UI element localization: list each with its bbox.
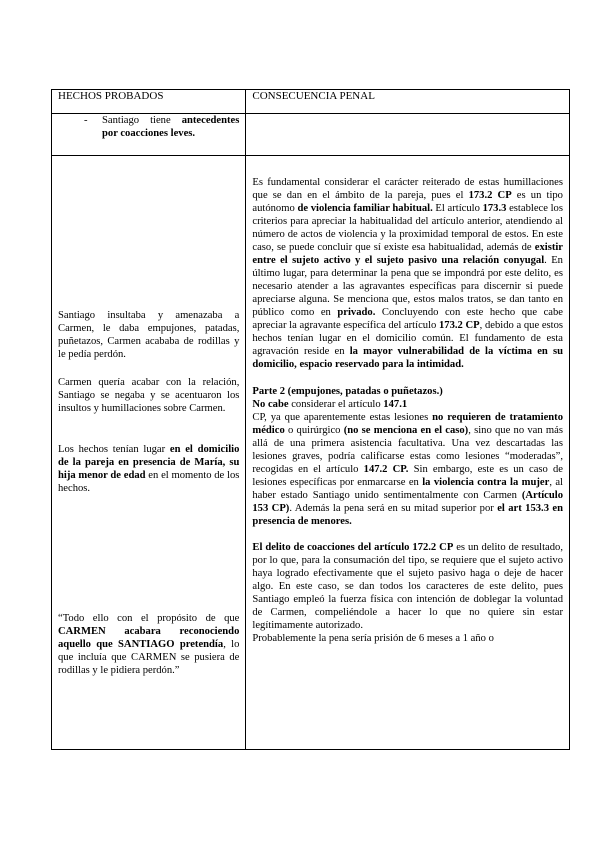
p3-plain-a: Los hechos tenían lugar xyxy=(58,444,170,455)
parte2-title-paragraph xyxy=(252,385,563,398)
quote-plain-c: , lo que incluía que CARMEN se pusiera de rodillas y le pidiera perdón.” xyxy=(58,639,240,676)
table-row xyxy=(52,156,570,750)
hechos-paragraph-2: Carmen quería acabar con la relación, Santiago se negaba y se acentuaron los insultos y humillaciones sobre Carmen. xyxy=(58,377,240,414)
s2-segment: el art 153.3 en presencia de menores. xyxy=(252,503,563,527)
coacciones-paragraph xyxy=(252,541,563,632)
s1-segment: El artículo xyxy=(432,203,483,214)
parte2-subtitle-b: considerar el artículo xyxy=(288,399,384,410)
hechos-cell xyxy=(52,156,246,750)
s2-segment: (Artículo 153 CP) xyxy=(252,490,563,514)
hechos-paragraph-1-block xyxy=(58,309,239,361)
s1-segment: , debido a que estos hechos tenían lugar en el domicilio común. El fundamento de esta agravación reside en xyxy=(252,320,564,357)
hechos-paragraph-3 xyxy=(58,443,239,495)
s1-segment: privado. xyxy=(337,307,376,318)
consecuencia-cell xyxy=(246,156,570,750)
s1-segment: 173.3 xyxy=(482,203,507,214)
antecedentes-text-bold: antecedentes por coacciones leves. xyxy=(102,115,240,139)
antecedentes-cell xyxy=(52,114,246,156)
antecedentes-text-plain: Santiago tiene xyxy=(102,115,182,126)
table-row xyxy=(52,114,570,156)
hechos-quote-block xyxy=(58,612,239,677)
s1-segment: 173.2 CP xyxy=(439,320,480,331)
s3-segment: El delito de coacciones del artículo 172.2 CP xyxy=(252,542,454,553)
header-hechos-probados: HECHOS PROBADOS xyxy=(52,90,246,114)
s2-segment: no requieren de tratamiento médico xyxy=(252,412,563,436)
s1-segment: la mayor vulnerabilidad de la víctima en su domicilio, espacio reservado para la intimidad. xyxy=(252,346,563,370)
bullet-dash: - xyxy=(84,115,88,126)
s1-segment: existir entre el sujeto activo y el sujeto pasivo una relación conyugal xyxy=(252,242,563,266)
habitualidad-paragraph xyxy=(252,176,563,371)
header-consecuencia-penal: CONSECUENCIA PENAL xyxy=(246,90,570,114)
s1-segment: 173.2 CP xyxy=(468,190,512,201)
parte2-title: Parte 2 (empujones, patadas o puñetazos.) xyxy=(252,386,443,397)
s1-segment: establece los criterios para apreciar la habitualidad del artículo anterior, atendiendo al número de actos de violencia y la proximidad temporal de estos. En este caso, se puede concluir que sí existe esa habitualidad, además de xyxy=(252,203,563,253)
legal-analysis-table xyxy=(51,89,570,750)
hechos-quote xyxy=(58,612,239,677)
s1-segment: es un tipo autónomo xyxy=(252,190,563,214)
s1-segment: . En último lugar, para determinar la pena que se impondrá por este delito, es necesario atender a las agravantes específicas para discernir si puede apreciarse alguna. Se menciona que, estos malos tratos, se dan tanto en público como en xyxy=(252,255,563,318)
s2-segment: , al haber estado Santiago unido sentimentalmente con Carmen xyxy=(252,477,564,501)
s2-segment: 147.2 CP. xyxy=(363,464,409,475)
quote-bold: CARMEN acabara reconociendo aquello que SANTIAGO pretendía xyxy=(58,626,240,650)
s1-segment: Es fundamental considerar el carácter reiterado de estas humillaciones que se dan en el ámbito de la pareja, pues el xyxy=(252,177,563,201)
parte2-subtitle-paragraph xyxy=(252,398,563,411)
s2-segment: . Además la pena será en su mitad superior por xyxy=(289,503,498,514)
parte2-subtitle-a: No cabe xyxy=(252,399,289,410)
s2-segment: o quirúrgico xyxy=(284,425,344,436)
s2-segment: la violencia contra la mujer xyxy=(422,477,550,488)
s1-segment: Concluyendo con este hecho que cabe apreciar la agravante específica del artículo xyxy=(252,307,563,331)
empty-cell xyxy=(246,114,570,156)
antecedentes-text xyxy=(102,114,239,140)
hechos-paragraph-3-block xyxy=(58,443,239,495)
s2-segment: CP, ya que aparentemente estas lesiones xyxy=(252,412,433,423)
s2-segment: Sin embargo, este es un caso de lesiones específicas por enmarcarse en xyxy=(252,464,563,488)
pena-paragraph: Probablemente la pena sería prisión de 6 meses a 1 año o xyxy=(252,633,494,644)
s2-segment: , sino que no van más allá de una primera asistencia facultativa. Una vez descartadas las lesiones graves, podría calificarse estas como lesiones “moderadas”, recogidas en el artículo xyxy=(252,425,563,475)
s2-segment: (no se menciona en el caso) xyxy=(343,425,469,436)
s1-segment: de violencia familiar habitual. xyxy=(297,203,433,214)
p3-bold: en el domicilio de la pareja en presencia de María, su hija menor de edad xyxy=(58,444,240,481)
s3-segment: es un delito de resultado, por lo que, para la consumación del tipo, se requiere que el sujeto activo haya logrado efectivamente que el sujeto pasivo haga o deje de hacer algo. En este caso, se dan todos los caracteres de este delito, pues Santiago empleó la fuerza física con intención de doblegar la voluntad de Carmen, compeliéndole a hacer lo que no quiere sin estar legítimamente autorizado. xyxy=(252,542,564,631)
table-header-row xyxy=(52,90,570,114)
hechos-paragraph-2-block xyxy=(58,376,239,415)
bullet-item xyxy=(84,114,239,140)
consecuencia-content xyxy=(252,156,563,645)
quote-plain-a: “Todo ello con el propósito de que xyxy=(58,613,240,624)
p3-plain-c: en el momento de los hechos. xyxy=(58,470,240,494)
parte2-subtitle-c: 147.1 xyxy=(383,399,408,410)
hechos-paragraph-1: Santiago insultaba y amenazaba a Carmen, le daba empujones, patadas, puñetazos, Carmen acababa de rodillas y le pedía perdón. xyxy=(58,310,240,360)
lesiones-paragraph xyxy=(252,411,563,528)
